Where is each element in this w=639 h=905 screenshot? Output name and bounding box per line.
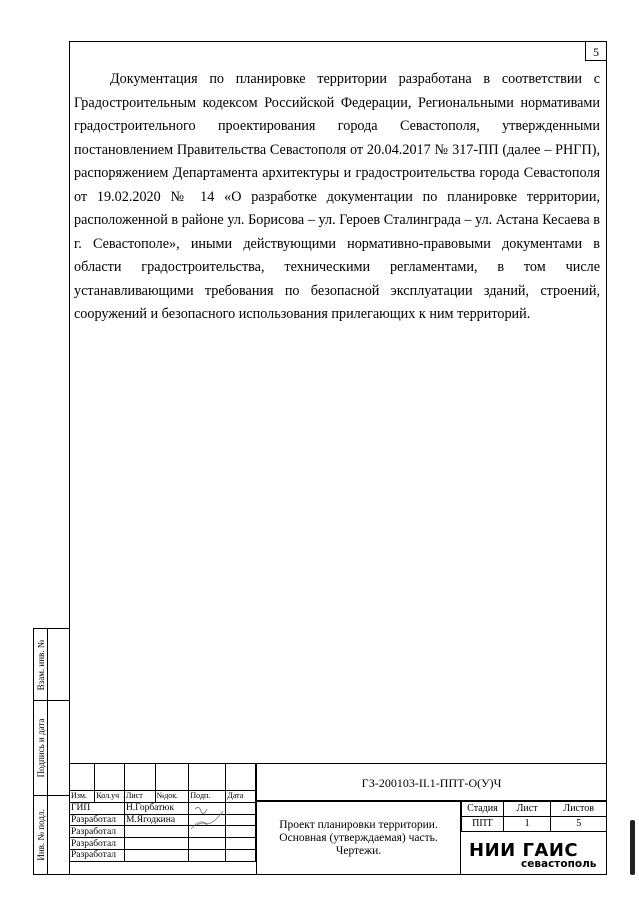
name-2	[124, 826, 188, 838]
revision-table	[69, 763, 256, 862]
margin-vzam-label: Взам. инв. №	[35, 639, 46, 690]
name-1: М.Ягодкина	[124, 814, 188, 826]
logo-sub: севастополь	[521, 858, 597, 870]
role-0: ГИП	[70, 802, 125, 814]
margin-vzam-cell	[34, 629, 70, 701]
margin-podpis-cell	[34, 701, 70, 796]
margin-podpis-label: Подпись и дата	[35, 718, 46, 778]
title-block	[69, 763, 607, 875]
title-line-1: Проект планировки территории.	[279, 818, 438, 831]
scan-edge-mark	[630, 820, 635, 875]
hdr-kolych: Кол.уч	[95, 791, 125, 803]
margin-stamp	[33, 628, 69, 875]
logo-main: НИИ ГАИС	[469, 840, 579, 861]
margin-inv-label: Инв. № подл.	[35, 809, 46, 861]
hdr-data: Дата	[226, 791, 256, 803]
title-line-2: Основная (утверждаемая) часть.	[279, 831, 438, 844]
hdr-izm: Изм.	[70, 791, 95, 803]
sheets-value: 5	[551, 817, 607, 832]
signature-scribble	[187, 803, 227, 833]
sheet-header: Лист	[503, 802, 551, 817]
company-logo	[469, 840, 605, 873]
title-line-3: Чертежи.	[335, 844, 382, 857]
margin-inv-cell	[34, 796, 70, 874]
body-paragraph: Документация по планировке территории разработана в соответствии с Градостроительным кодексом Российской Федерации, Региональными нормативами градостроительного проектирования города Севастополя, утвержденными постановлением Правительства Севастополя от 20.04.2017 № 317-ПП (далее – РНГП), распоряжением Департамента архитектуры и градостроительства города Севастополя от 19.02.2020 № 14 «О разработке документации по планировке территории, расположенной в районе ул. Борисова – ул. Героев Сталинграда – ул. Астана Кесаева в г. Севастополе», иными действующими нормативно-правовыми документами в области градостроительства, техническими регламентами, в том числе устанавливающими требования по безопасной эксплуатации зданий, строений, сооружений и безопасного использования прилегающих к ним территорий.	[74, 71, 600, 322]
name-3	[124, 838, 188, 850]
page-frame	[69, 41, 607, 875]
sheet-value: 1	[503, 817, 551, 832]
role-1: Разработал	[70, 814, 125, 826]
sheet-number: 5	[585, 41, 607, 61]
hdr-podp: Подп.	[189, 791, 226, 803]
role-2: Разработал	[70, 826, 125, 838]
role-3: Разработал	[70, 838, 125, 850]
name-0: Н.Горбатюк	[124, 802, 188, 814]
sheets-header: Листов	[551, 802, 607, 817]
name-4	[124, 849, 188, 861]
stage-header: Стадия	[462, 802, 504, 817]
stage-value: ППТ	[462, 817, 504, 832]
document-title	[256, 801, 461, 875]
hdr-list: Лист	[124, 791, 155, 803]
document-code: ГЗ-200103-II.1-ППТ-О(У)Ч	[256, 763, 607, 801]
hdr-ndok: №док.	[155, 791, 189, 803]
role-4: Разработал	[70, 849, 125, 861]
